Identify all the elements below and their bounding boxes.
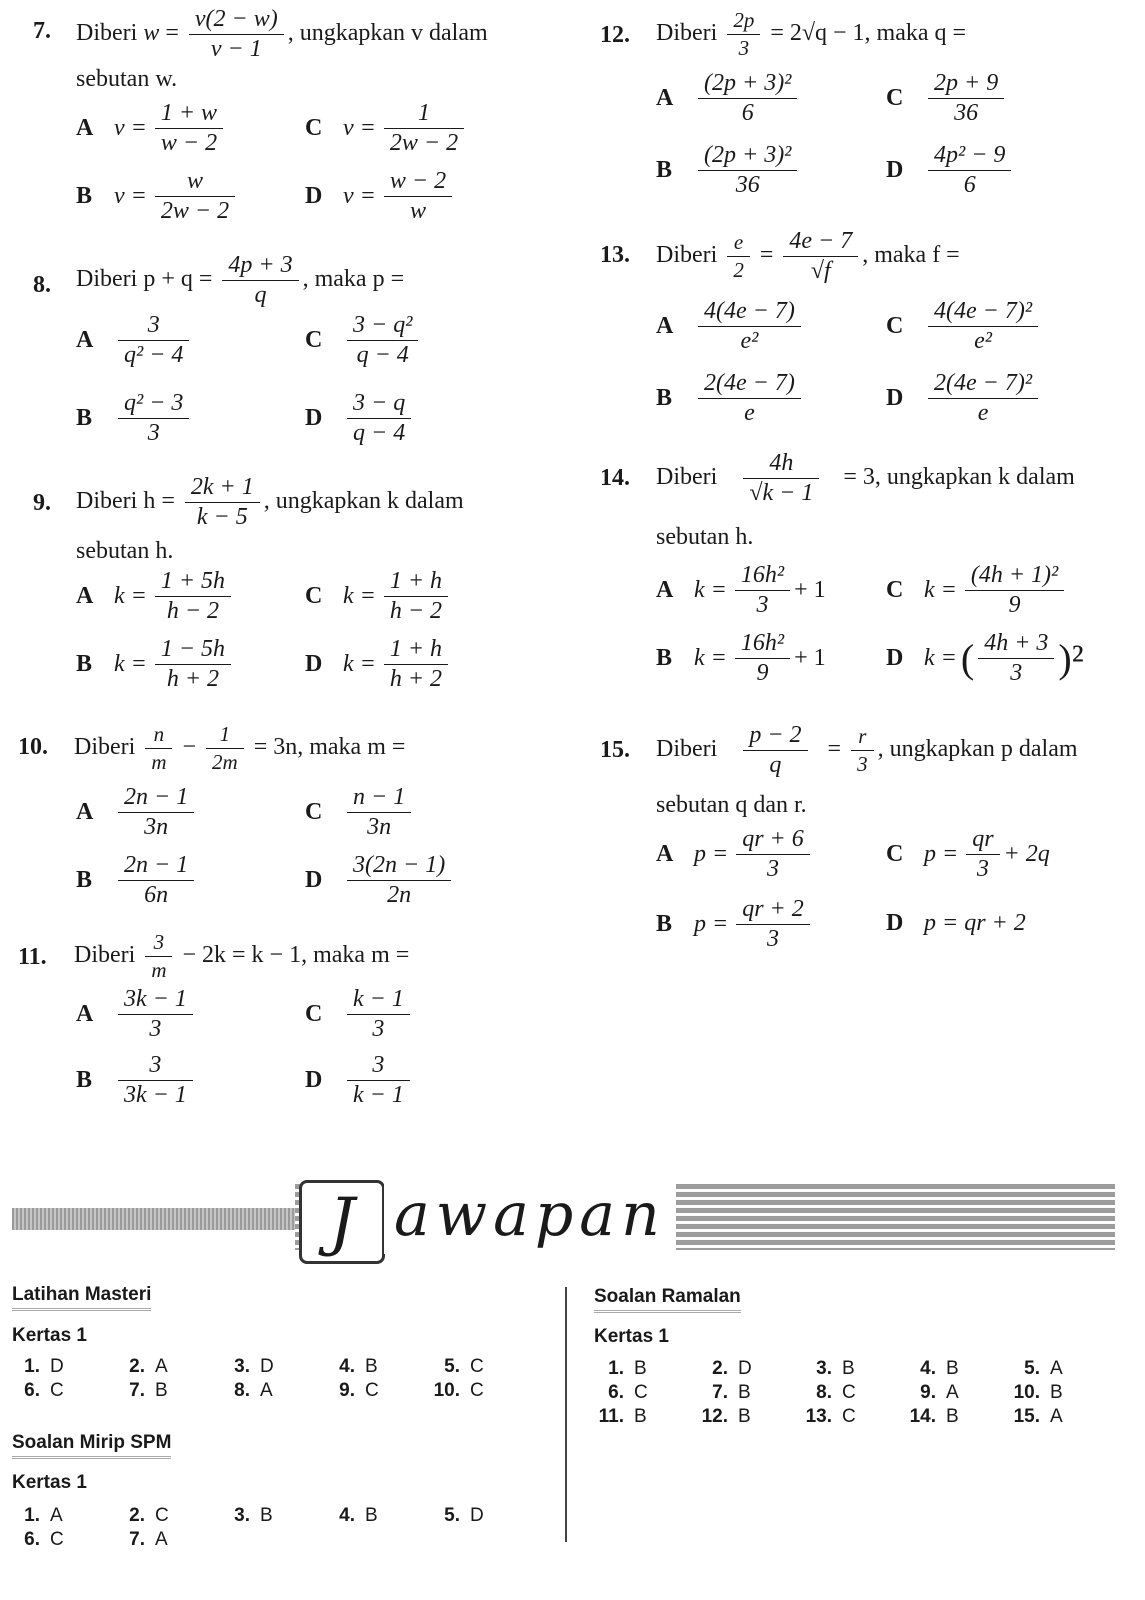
answer-item [896, 1382, 959, 1404]
answer-number: 4. [339, 1505, 355, 1526]
option-b: B $\frac{\text{q² − 3}}{3}$ [76, 390, 193, 447]
answer-number: 6. [608, 1382, 624, 1403]
option-a: A p = $\frac{qr + 6}{3}$ [656, 826, 814, 883]
question-stem-line2: sebutan h. [76, 538, 174, 564]
answer-item [105, 1356, 168, 1378]
question-number: 7. [33, 18, 51, 44]
question-stem: Diberi w = $\frac{v(2 - w)}{v - 1}$ , ungkapkan v dalam [76, 6, 488, 62]
answer-item [1000, 1382, 1063, 1404]
option-c: C $\frac{\text{4(4e − 7)²}}{\text{e²}}$ [886, 298, 1042, 355]
answers-banner [12, 1180, 1115, 1262]
option-a: A v = $\frac{1 + w}{w - 2}$ [76, 100, 227, 157]
answer-item [896, 1358, 959, 1380]
answer-number: 10. [433, 1380, 460, 1401]
question-number: 15. [600, 737, 630, 763]
option-c: C $\frac{2p + 9}{36}$ [886, 70, 1008, 127]
option-b: B v = $\frac{w}{2w - 2}$ [76, 168, 239, 225]
answer-letter: A [155, 1356, 168, 1377]
section-subtitle: Kertas 1 [12, 1325, 87, 1346]
answer-item [584, 1382, 648, 1404]
answer-number: 7. [129, 1380, 145, 1401]
question-number: 11. [18, 944, 47, 970]
answer-number: 8. [234, 1380, 250, 1401]
answer-number: 9. [920, 1382, 936, 1403]
question-stem-line2: sebutan w. [76, 66, 178, 92]
answer-letter: C [365, 1380, 379, 1401]
answer-letter: B [1050, 1382, 1063, 1403]
answer-letter: B [260, 1505, 273, 1526]
answer-number: 15. [1013, 1406, 1040, 1427]
option-b: B $\frac{2n - 1}{6n}$ [76, 852, 198, 909]
option-d: D $\frac{\text{4p² − 9}}{6}$ [886, 142, 1015, 199]
answer-number: 6. [24, 1529, 40, 1550]
question-number: 12. [600, 22, 630, 48]
section-title: Latihan Masteri [12, 1284, 151, 1311]
option-a: A $\frac{2n - 1}{3n}$ [76, 784, 198, 841]
question-stem: Diberi $\frac{2p}{3}$ = 2√q − 1, maka q = [656, 8, 967, 60]
answer-item [0, 1356, 64, 1378]
option-c: C v = $\frac{1}{2w - 2}$ [305, 100, 468, 157]
answer-item [105, 1505, 169, 1527]
answer-item [792, 1358, 855, 1380]
answer-letter: C [842, 1406, 856, 1427]
answer-number: 6. [24, 1380, 40, 1401]
option-d: D p = qr + 2 [886, 910, 1026, 936]
answer-letter: B [634, 1406, 647, 1427]
answer-letter: D [50, 1356, 64, 1377]
answer-letter: A [946, 1382, 959, 1403]
answer-letter: B [946, 1358, 959, 1379]
answer-letter: B [738, 1382, 751, 1403]
answer-number: 5. [444, 1356, 460, 1377]
answer-letter: D [260, 1356, 274, 1377]
answer-letter: B [155, 1380, 168, 1401]
option-d: D v = $\frac{w - 2}{w}$ [305, 168, 456, 225]
question-number: 10. [18, 734, 48, 760]
option-b: B k = $\frac{1 - 5h}{h + 2}$ [76, 636, 235, 693]
answer-letter: C [50, 1529, 64, 1550]
option-d: D $\frac{3}{k - 1}$ [305, 1052, 414, 1109]
answer-number: 8. [816, 1382, 832, 1403]
answer-letter: C [634, 1382, 648, 1403]
answer-item [105, 1380, 168, 1402]
option-d: D k = $\frac{1 + h}{h + 2}$ [305, 636, 452, 693]
question-stem: Diberi $\frac{n}{m}$ − $\frac{1}{2m}$ = 3n, maka m = [74, 722, 406, 774]
section-title: Soalan Mirip SPM [12, 1432, 171, 1459]
answer-item [210, 1505, 273, 1527]
answer-item [792, 1382, 856, 1404]
answer-item [584, 1406, 647, 1428]
option-a: A $\frac{3k - 1}{3}$ [76, 986, 197, 1043]
answer-letter: A [155, 1529, 168, 1550]
answer-number: 4. [339, 1356, 355, 1377]
option-d: D $\frac{3(2n - 1)}{2n}$ [305, 852, 455, 909]
answer-number: 3. [234, 1356, 250, 1377]
answer-item [792, 1406, 856, 1428]
answer-number: 13. [805, 1406, 832, 1427]
option-c: C $\frac{n - 1}{3n}$ [305, 784, 415, 841]
question-number: 8. [33, 272, 51, 298]
option-a: A $\frac{4(4e - 7)}{\text{e²}}$ [656, 298, 805, 355]
banner-left-stripe [12, 1208, 302, 1230]
answer-item [210, 1380, 273, 1402]
answer-letter: C [470, 1380, 484, 1401]
answer-number: 14. [909, 1406, 936, 1427]
option-d: D $\frac{3 - q}{q - 4}$ [305, 390, 415, 447]
answer-letter: B [634, 1358, 647, 1379]
answer-number: 1. [608, 1358, 624, 1379]
answer-item [105, 1529, 168, 1551]
option-b: B p = $\frac{qr + 2}{3}$ [656, 896, 814, 953]
section-subtitle: Kertas 1 [594, 1326, 669, 1347]
answer-item [584, 1358, 647, 1380]
answer-number: 10. [1013, 1382, 1040, 1403]
answer-number: 2. [712, 1358, 728, 1379]
option-d: D k = ( $\frac{4h + 3}{3}$ )² [886, 630, 1084, 686]
answer-item [315, 1505, 378, 1527]
section-subtitle: Kertas 1 [12, 1472, 87, 1493]
answer-item [210, 1356, 274, 1378]
question-number: 9. [33, 490, 51, 516]
answer-number: 1. [24, 1356, 40, 1377]
question-stem: Diberi $\frac{e}{2}$ = $\frac{4e - 7}{√f}$ , maka f = [656, 228, 960, 284]
answer-number: 7. [129, 1529, 145, 1550]
option-c: C p = $\frac{qr}{3}$ + 2q [886, 826, 1050, 882]
question-stem: Diberi h = $\frac{2k + 1}{k - 5}$ , ungkapkan k dalam [76, 474, 464, 530]
banner-initial: J [299, 1180, 385, 1264]
answer-item [688, 1358, 752, 1380]
option-a: A k = $\frac{1 + 5h}{h - 2}$ [76, 568, 235, 625]
answer-item [420, 1380, 484, 1402]
answer-letter: C [50, 1380, 64, 1401]
option-c: C $\frac{k - 1}{3}$ [305, 986, 414, 1043]
answer-letter: C [470, 1356, 484, 1377]
answer-number: 5. [1024, 1358, 1040, 1379]
answer-letter: A [1050, 1358, 1063, 1379]
answer-number: 3. [816, 1358, 832, 1379]
answer-item [0, 1380, 64, 1402]
answer-letter: A [50, 1505, 63, 1526]
question-stem: Diberi $\frac{4h}{√k - 1}$ = 3, ungkapkan k dalam [656, 450, 1075, 506]
banner-title: awapan [384, 1176, 676, 1254]
answer-number: 3. [234, 1505, 250, 1526]
answer-item [0, 1505, 63, 1527]
question-stem: Diberi $\frac{3}{m}$ − 2k = k − 1, maka m = [74, 930, 410, 982]
answer-letter: D [738, 1358, 752, 1379]
option-b: B $\frac{3}{3k - 1}$ [76, 1052, 197, 1109]
section-title: Soalan Ramalan [594, 1286, 741, 1313]
fraction: $\frac{v(2 - w)}{v - 1}$ [189, 6, 284, 63]
answer-letter: B [365, 1505, 378, 1526]
answer-number: 2. [129, 1505, 145, 1526]
answer-letter: A [260, 1380, 273, 1401]
option-c: C $\frac{\text{3 − q²}}{q - 4}$ [305, 312, 422, 369]
question-stem: Diberi p + q = $\frac{4p + 3}{q}$ , maka p = [76, 252, 405, 308]
question-number: 14. [600, 465, 630, 491]
answer-number: 5. [444, 1505, 460, 1526]
answer-item [1000, 1406, 1063, 1428]
option-a: A $\frac{\text{(2p + 3)²}}{6}$ [656, 70, 801, 127]
answer-item [688, 1406, 751, 1428]
question-number: 13. [600, 242, 630, 268]
answer-number: 7. [712, 1382, 728, 1403]
option-a: A k = $\frac{\text{16h²}}{3}$ + 1 [656, 562, 826, 618]
answer-item [0, 1529, 64, 1551]
answers-divider [565, 1287, 567, 1542]
answer-item [420, 1505, 484, 1527]
answer-number: 9. [339, 1380, 355, 1401]
answer-number: 11. [598, 1406, 624, 1427]
question-stem-line2: sebutan q dan r. [656, 792, 807, 818]
answer-item [420, 1356, 484, 1378]
answer-number: 2. [129, 1356, 145, 1377]
answer-item [896, 1406, 959, 1428]
option-c: C k = $\frac{\text{(4h + 1)²}}{9}$ [886, 562, 1068, 619]
answer-letter: B [738, 1406, 751, 1427]
answer-letter: B [365, 1356, 378, 1377]
question-stem-line2: sebutan h. [656, 524, 754, 550]
answer-letter: C [842, 1382, 856, 1403]
option-d: D $\frac{\text{2(4e − 7)²}}{e}$ [886, 370, 1042, 427]
question-stem: Diberi $\frac{p - 2}{q}$ = $\frac{r}{3}$ , ungkapkan p dalam [656, 722, 1078, 778]
option-a: A $\frac{3}{\text{q² − 4}}$ [76, 312, 193, 369]
option-b: B $\frac{2(4e - 7)}{e}$ [656, 370, 805, 427]
answer-item [1000, 1358, 1063, 1380]
answer-item [688, 1382, 751, 1404]
answer-letter: D [470, 1505, 484, 1526]
answer-item [315, 1356, 378, 1378]
answer-item [315, 1380, 379, 1402]
answer-letter: C [155, 1505, 169, 1526]
option-b: B k = $\frac{\text{16h²}}{9}$ + 1 [656, 630, 826, 686]
answer-number: 1. [24, 1505, 40, 1526]
option-c: C k = $\frac{1 + h}{h - 2}$ [305, 568, 452, 625]
option-b: B $\frac{\text{(2p + 3)²}}{36}$ [656, 142, 801, 199]
answer-letter: B [946, 1406, 959, 1427]
answer-number: 4. [920, 1358, 936, 1379]
answer-number: 12. [701, 1406, 728, 1427]
answer-letter: B [842, 1358, 855, 1379]
answer-letter: A [1050, 1406, 1063, 1427]
